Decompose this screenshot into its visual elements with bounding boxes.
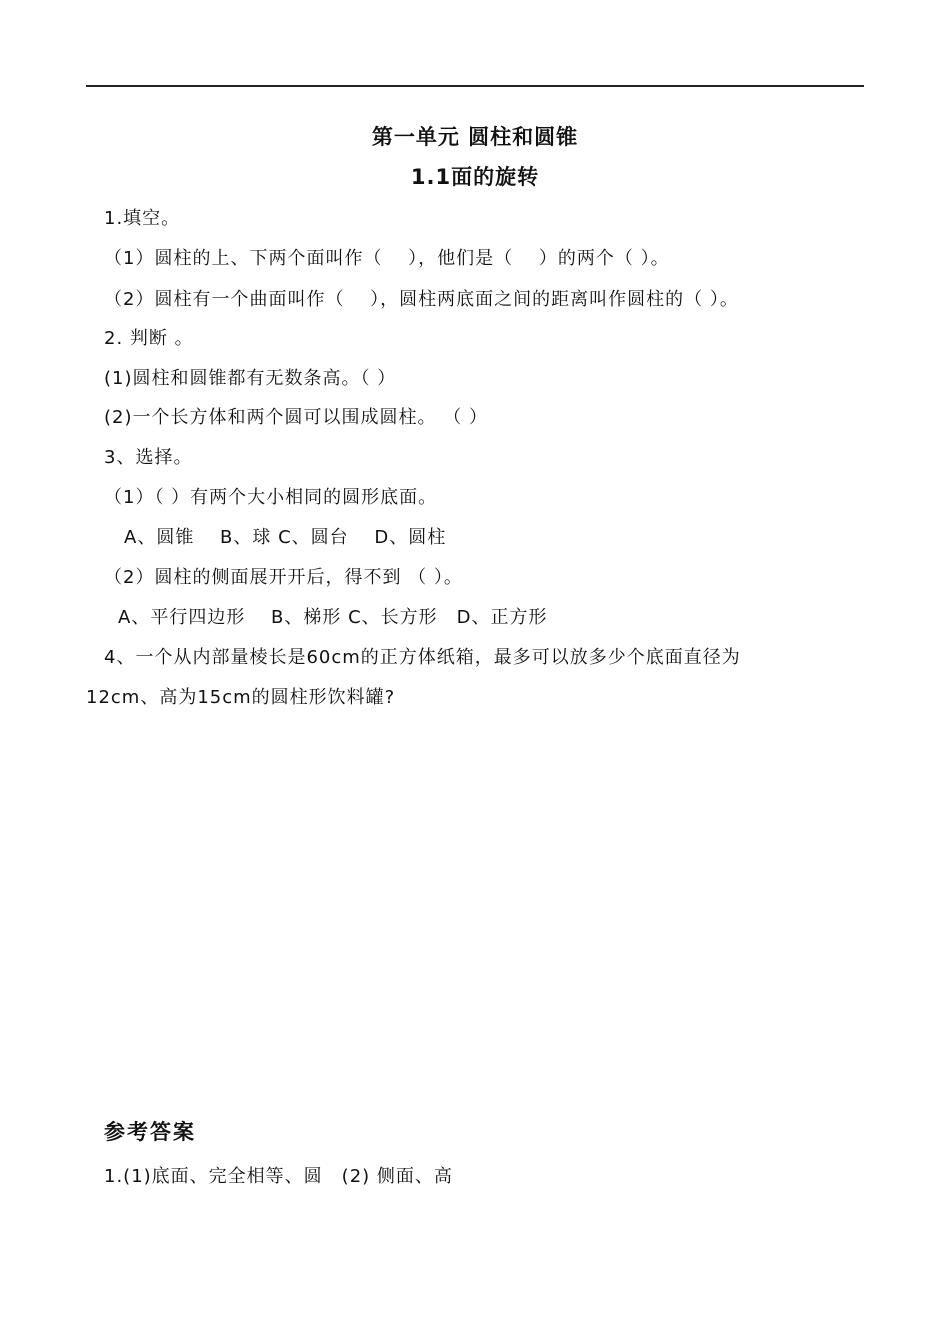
question-4-line-1: 4、一个从内部量棱长是60cm的正方体纸箱，最多可以放多少个底面直径为: [104, 647, 741, 668]
question-2-1: (1)圆柱和圆锥都有无数条高。（ ）: [104, 368, 397, 389]
question-3-1-options: A、圆锥 B、球 C、圆台 D、圆柱: [124, 527, 447, 548]
question-3-2: （2）圆柱的侧面展开开后，得不到 （ ）。: [104, 567, 463, 588]
question-1-heading: 1.填空。: [104, 208, 181, 229]
answer-1: 1.(1)底面、完全相等、圆 (2) 侧面、高: [104, 1166, 453, 1187]
question-2-2: (2)一个长方体和两个圆可以围成圆柱。 （ ）: [104, 407, 488, 428]
question-1-2: （2）圆柱有一个曲面叫作（ ），圆柱两底面之间的距离叫作圆柱的（ ）。: [104, 289, 739, 310]
question-3-1: （1）（ ）有两个大小相同的圆形底面。: [104, 487, 438, 508]
header-rule: [86, 85, 864, 87]
question-3-2-options: A、平行四边形 B、梯形 C、长方形 D、正方形: [118, 607, 548, 628]
unit-title: 第一单元 圆柱和圆锥: [371, 125, 579, 149]
question-2-heading: 2. 判断 。: [104, 328, 194, 349]
question-4-line-2: 12cm、高为15cm的圆柱形饮料罐?: [86, 687, 396, 708]
question-3-heading: 3、选择。: [104, 447, 193, 468]
question-1-1: （1）圆柱的上、下两个面叫作（ ），他们是（ ）的两个（ ）。: [104, 248, 670, 269]
lesson-title: 1.1面的旋转: [410, 165, 540, 189]
answers-heading: 参考答案: [104, 1120, 196, 1144]
